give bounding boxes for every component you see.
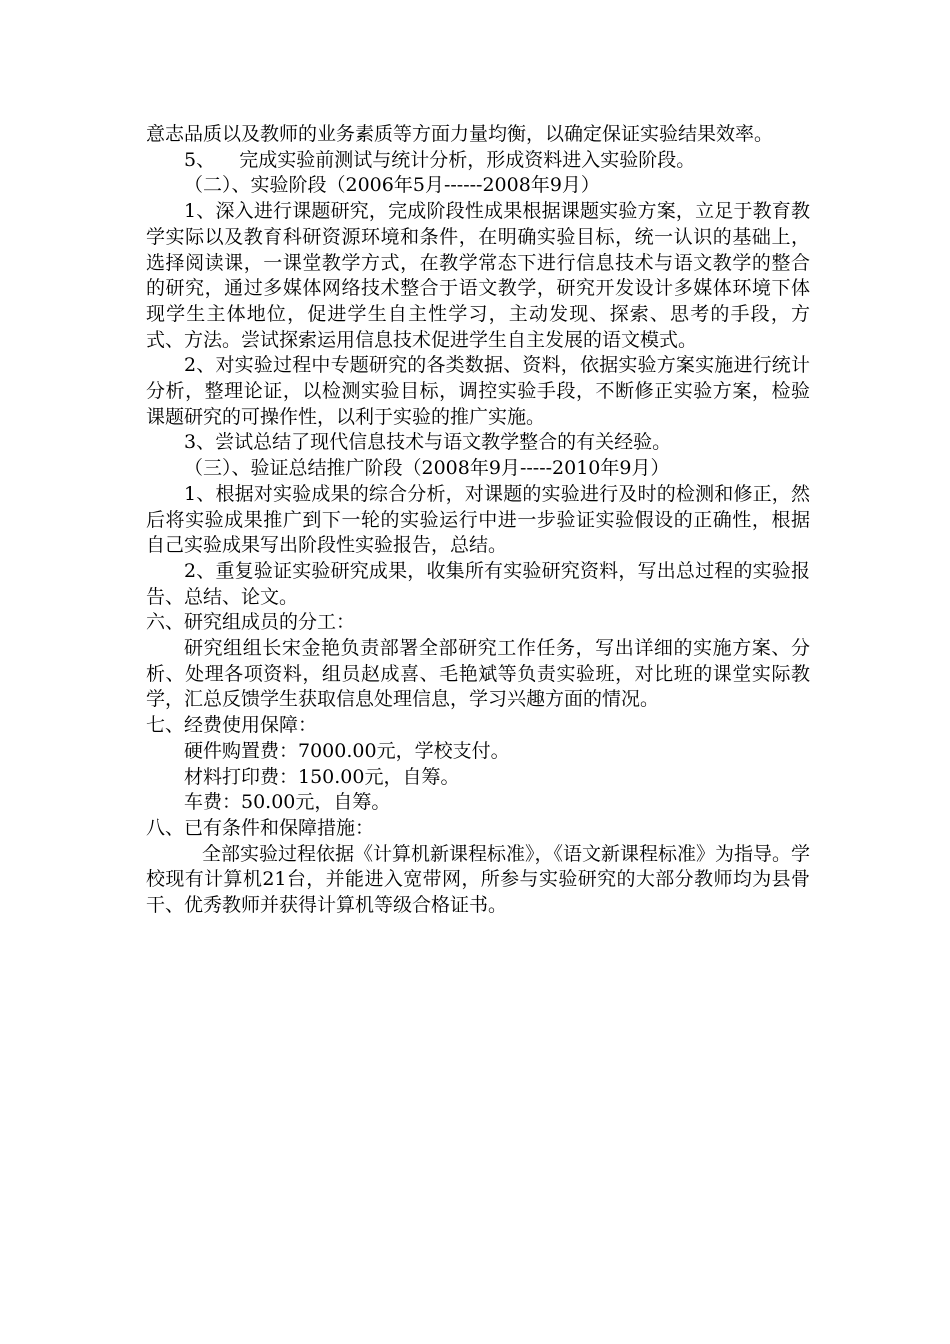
paragraph-item-5: 5、 完成实验前测试与统计分析，形成资料进入实验阶段。 xyxy=(184,148,696,171)
document-page xyxy=(146,122,810,919)
paragraph-stage-3-item-2: 2、重复验证实验研究成果，收集所有实验研究资料，写出总过程的实验报告、总结、论文。 xyxy=(146,559,810,608)
section-heading-stage-2: （二）、实验阶段（2006年5月------2008年9月） xyxy=(184,174,600,197)
funding-travel: 车费：50.00元，自筹。 xyxy=(184,791,391,814)
section-heading-8: 八、已有条件和保障措施： xyxy=(146,816,375,839)
section-heading-stage-3: （三）、验证总结推广阶段（2008年9月-----2010年9月） xyxy=(184,457,670,480)
paragraph-conditions: 全部实验过程依据《计算机新课程标准》，《语文新课程标准》为指导。学校现有计算机21台，并能进入宽带网，所参与实验研究的大部分教师均为县骨干、优秀教师并获得计算机等级合格证书。 xyxy=(146,842,811,917)
section-heading-6: 六、研究组成员的分工： xyxy=(146,611,356,634)
funding-printing: 材料打印费：150.00元，自筹。 xyxy=(184,765,460,788)
paragraph-stage-3-item-1: 1、根据对实验成果的综合分析，对课题的实验进行及时的检测和修正，然后将实验成果推广到下一轮的实验运行中进一步验证实验假设的正确性，根据自己实验成果写出阶段性实验报告，总结。 xyxy=(146,482,810,557)
paragraph-continuation: 意志品质以及教师的业务素质等方面力量均衡，以确定保证实验结果效率。 xyxy=(146,123,774,145)
section-heading-7: 七、经费使用保障： xyxy=(146,714,318,737)
paragraph-team-division: 研究组组长宋金艳负责部署全部研究工作任务，写出详细的实施方案、分析、处理各项资料，组员赵成喜、毛艳斌等负责实验班，对比班的课堂实际教学，汇总反馈学生获取信息处理信息，学习兴趣方面的情况。 xyxy=(146,637,810,711)
paragraph-stage-2-item-3: 3、尝试总结了现代信息技术与语文教学整合的有关经验。 xyxy=(184,431,672,454)
paragraph-stage-2-item-2: 2、对实验过程中专题研究的各类数据、资料，依据实验方案实施进行统计分析，整理论证，以检测实验目标，调控实验手段，不断修正实验方案，检验课题研究的可操作性，以利于实验的推广实施。 xyxy=(146,354,810,428)
funding-hardware: 硬件购置费：7000.00元，学校支付。 xyxy=(184,739,510,762)
paragraph-stage-2-item-1: 1、深入进行课题研究，完成阶段性成果根据课题实验方案，立足于教育教学实际以及教育科研资源环境和条件，在明确实验目标，统一认识的基础上，选择阅读课，一课堂教学方式，在教学常态下进行信息技术与语文教学的整合的研究，通过多媒体网络技术整合于语文教学，研究开发设计多媒体环境下体现学生主体地位，促进学生自主性学习，主动发现、探索、思考的手段，方式、方法。尝试探索运用信息技术促进学生自主发展的语文模式。 xyxy=(146,200,810,351)
